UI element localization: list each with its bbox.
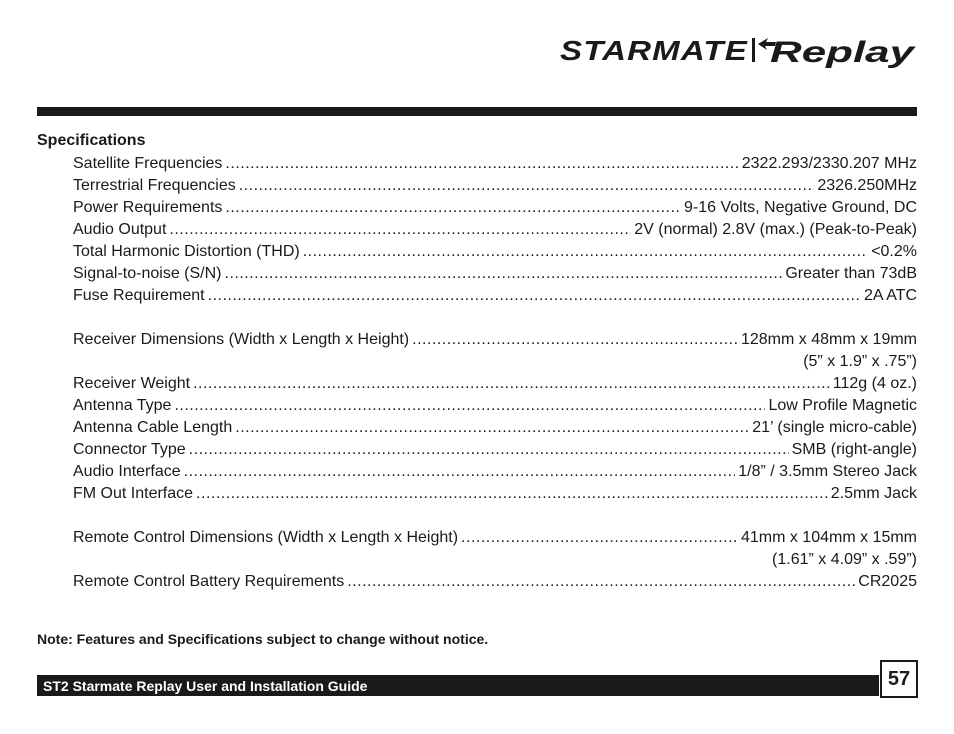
- spec-row: Remote Control Battery Requirements ..... CR2025: [73, 571, 917, 593]
- spec-row: Terrestrial Frequencies ..... 2326.250MHz: [73, 175, 917, 197]
- spec-row: Total Harmonic Distortion (THD) ..... <0.2%: [73, 241, 917, 263]
- spec-row: Remote Control Dimensions (Width x Length x Height) ..... 41mm x 104mm x 15mm: [73, 527, 917, 549]
- footer-bar: [37, 675, 879, 696]
- spec-row: Connector Type ..... SMB (right-angle): [73, 439, 917, 461]
- brand-sub: Replay: [770, 36, 916, 69]
- spec-row-continuation: (1.61” x 4.09” x .59”): [772, 551, 917, 568]
- section-title: Specifications: [37, 132, 146, 149]
- spec-row: Power Requirements ..... 9-16 Volts, Negative Ground, DC: [73, 197, 917, 219]
- spec-row: Satellite Frequencies ..... 2322.293/2330.207 MHz: [73, 153, 917, 175]
- spec-row: Antenna Type ..... Low Profile Magnetic: [73, 395, 917, 417]
- spec-row: Audio Output ..... 2V (normal) 2.8V (max.) (Peak-to-Peak): [73, 219, 917, 241]
- spec-row: Antenna Cable Length ..... 21’ (single micro-cable): [73, 417, 917, 439]
- spec-row: Receiver Dimensions (Width x Length x Height) ..... 128mm x 48mm x 19mm: [73, 329, 917, 351]
- spec-row: Fuse Requirement ..... 2A ATC: [73, 285, 917, 307]
- spacer: [73, 505, 917, 527]
- spec-row: Signal-to-noise (S/N) ..... Greater than 73dB: [73, 263, 917, 285]
- spec-row: Receiver Weight ..... 112g (4 oz.): [73, 373, 917, 395]
- header-rule: [37, 107, 917, 116]
- spec-row: FM Out Interface ..... 2.5mm Jack: [73, 483, 917, 505]
- brand-name: STARMATE: [560, 35, 749, 66]
- specs-list: [73, 153, 917, 593]
- spacer: [73, 307, 917, 329]
- disclaimer-note: Note: Features and Specifications subject to change without notice.: [37, 631, 489, 647]
- starmate-replay-logo: [558, 30, 918, 70]
- page-number: 57: [880, 660, 918, 698]
- spec-row: Audio Interface ..... 1/8” / 3.5mm Stereo Jack: [73, 461, 917, 483]
- footer-title: ST2 Starmate Replay User and Installation Guide: [43, 678, 368, 694]
- spec-row-continuation: (5” x 1.9” x .75”): [803, 353, 917, 370]
